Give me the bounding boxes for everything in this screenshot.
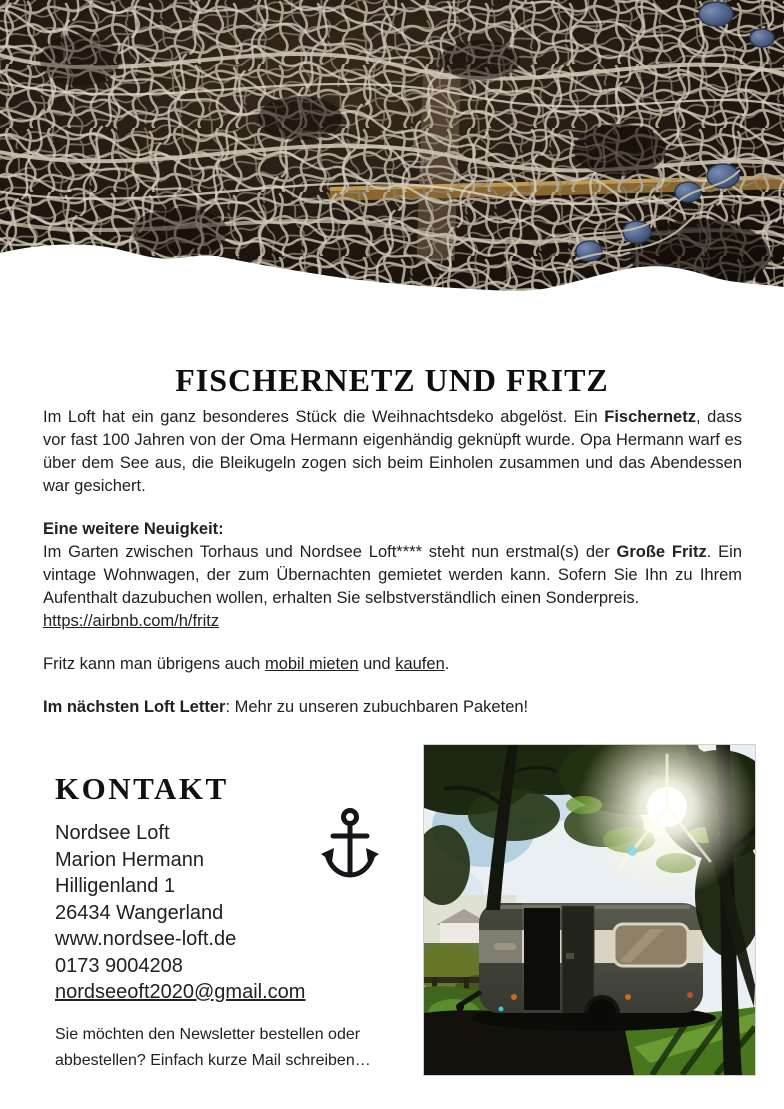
hero-image-fishing-net [0,0,784,312]
text-segment: Im Garten zwischen Torhaus und Nordsee Loft**** steht nun erstmal(s) der [43,543,617,561]
text-segment: Im nächsten Loft Letter [43,698,226,716]
text-segment: : Mehr zu unseren zubuchbaren Paketen! [225,698,529,716]
contact-website-link[interactable]: www.nordsee-loft.de [55,928,237,950]
airbnb-fritz-link[interactable]: https://airbnb.com/h/fritz [43,612,220,630]
contact-city: 26434 Wangerland [55,901,224,924]
contact-name: Nordsee Loft [55,822,170,844]
anchor-icon [320,806,380,888]
text-segment: Fritz kann man übrigens auch [43,655,265,673]
contact-email-link[interactable]: nordseeoft2020@gmail.com [55,981,306,1003]
mobil-mieten-link[interactable]: mobil mieten [264,655,359,673]
caravan-photo [423,744,756,1076]
paragraph-naechster-loft-letter [43,696,742,719]
newsletter-note: Sie möchten den Newsletter bestellen oder abbestellen? Einfach kurze Mail schreiben… [55,1026,371,1069]
text-segment: Große Fritz [616,543,707,561]
page-title: FISCHERNETZ UND FRITZ [175,362,609,399]
text-segment: . Ein vintage Wohnwagen, der zum Übernachten gemietet werden kann. Sofern Sie Ihn zu Ihrem Aufenthalt dazubuchen wollen, erhalten Sie selbstverständlich einen Sonderpreis. [43,543,742,607]
text-segment: Im Loft hat ein ganz besonderes Stück die Weihnachtsdeko abgelöst. Ein [43,408,605,426]
contact-heading: KONTAKT [55,771,229,806]
text-segment: Fischernetz [604,408,696,426]
kaufen-link[interactable]: kaufen [395,655,445,673]
paragraph-neuigkeit [43,518,742,633]
paragraph-mieten-kaufen [43,653,742,676]
text-segment: . [444,655,450,673]
paragraph-fischernetz [43,406,742,498]
contact-person: Marion Hermann [55,848,204,871]
text-segment: und [358,655,396,673]
text-segment: , dass vor fast 100 Jahren von der Oma Hermann eigenhändig geknüpft wurde. Opa Hermann warf es über dem See aus, die Bleikugeln zogen sich beim Einholen zusammen und das Abendessen war gesichert. [43,408,742,495]
contact-phone: 0173 9004208 [55,954,183,977]
text-segment: Eine weitere Neuigkeit: [43,520,224,538]
contact-street: Hilligenland 1 [55,875,176,897]
article-body [43,406,742,739]
